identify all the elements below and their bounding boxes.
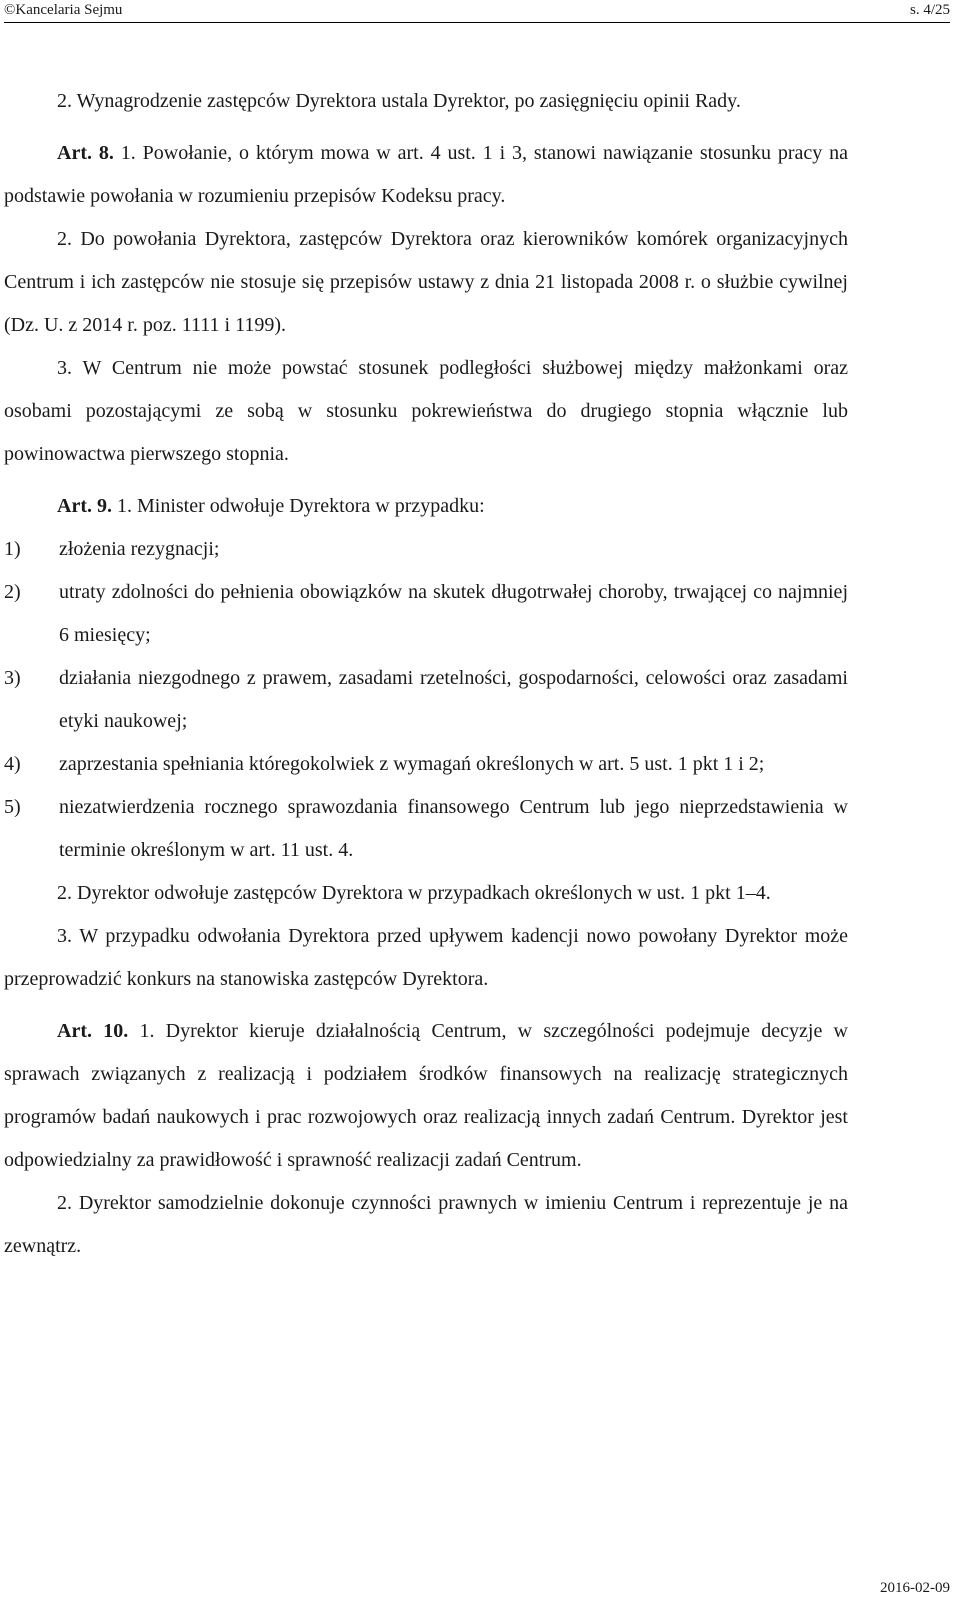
art8-label: Art. 8. [57,142,114,164]
list-item-number: 3) [4,667,21,689]
footer-date: 2016-02-09 [880,1580,950,1596]
list-item [4,786,848,872]
art9-label: Art. 9. [57,495,112,517]
list-item [4,571,848,657]
art10-paragraph-2: 2. Dyrektor samodzielnie dokonuje czynności prawnych w imieniu Centrum i reprezentuje je na zewnątrz. [4,1192,848,1257]
list-item [4,657,848,743]
art8-paragraph-2: 2. Do powołania Dyrektora, zastępców Dyrektora oraz kierowników komórek organizacyjnych Centrum i ich zastępców nie stosuje się przepisów ustawy z dnia 21 listopada 2008 r. o służbie cywilnej (Dz. U. z 2014 r. poz. 1111 i 1199). [4,228,848,336]
header-divider [4,22,950,23]
art9-paragraph-1 [4,485,848,528]
paragraph-wynagrodzenie: 2. Wynagrodzenie zastępców Dyrektora ustala Dyrektor, po zasięgnięciu opinii Rady. [57,90,741,112]
art10-paragraph-1 [4,1010,848,1182]
art8-paragraph-1 [4,132,848,218]
art9-paragraph-3: 3. W przypadku odwołania Dyrektora przed upływem kadencji nowo powołany Dyrektor może przeprowadzić konkurs na stanowiska zastępców Dyrektora. [4,925,848,990]
list-item-text: zaprzestania spełniania któregokolwiek z wymagań określonych w art. 5 ust. 1 pkt 1 i 2; [59,753,765,775]
list-item [4,528,848,571]
document-body [4,80,848,1268]
list-item [4,743,848,786]
list-item-text: niezatwierdzenia rocznego sprawozdania finansowego Centrum lub jego nieprzedstawienia w terminie określonym w art. 11 ust. 4. [59,796,848,861]
list-item-number: 5) [4,796,21,818]
art10-label: Art. 10. [57,1020,129,1042]
list-item-text: złożenia rezygnacji; [59,538,220,560]
art8-paragraph-3: 3. W Centrum nie może powstać stosunek podległości służbowej między małżonkami oraz osobami pozostającymi ze sobą w stosunku pokrewieństwa do drugiego stopnia włącznie lub powinowactwa pierwszego stopnia. [4,357,848,465]
list-item-text: utraty zdolności do pełnienia obowiązków na skutek długotrwałej choroby, trwającej co najmniej 6 miesięcy; [59,581,848,646]
publisher-label: ©Kancelaria Sejmu [4,2,123,18]
art9-p1-text: 1. Minister odwołuje Dyrektora w przypadku: [111,495,485,517]
list-item-text: działania niezgodnego z prawem, zasadami rzetelności, gospodarności, celowości oraz zasadami etyki naukowej; [59,667,848,732]
art9-paragraph-2: 2. Dyrektor odwołuje zastępców Dyrektora w przypadkach określonych w ust. 1 pkt 1–4. [57,882,771,904]
page-number: s. 4/25 [909,2,950,18]
list-item-number: 4) [4,753,21,775]
list-item-number: 1) [4,538,21,560]
page-header [0,0,960,20]
art8-p1-text: 1. Powołanie, o którym mowa w art. 4 ust. 1 i 3, stanowi nawiązanie stosunku pracy na podstawie powołania w rozumieniu przepisów Kodeksu pracy. [4,142,849,207]
art10-p1-text: 1. Dyrektor kieruje działalnością Centrum, w szczególności podejmuje decyzje w sprawach związanych z realizacją i podziałem środków finansowych na realizację strategicznych programów badań naukowych i prac rozwojowych oraz realizacją innych zadań Centrum. Dyrektor jest odpowiedzialny za prawidłowość i sprawność realizacji zadań Centrum. [4,1020,848,1171]
list-item-number: 2) [4,581,21,603]
